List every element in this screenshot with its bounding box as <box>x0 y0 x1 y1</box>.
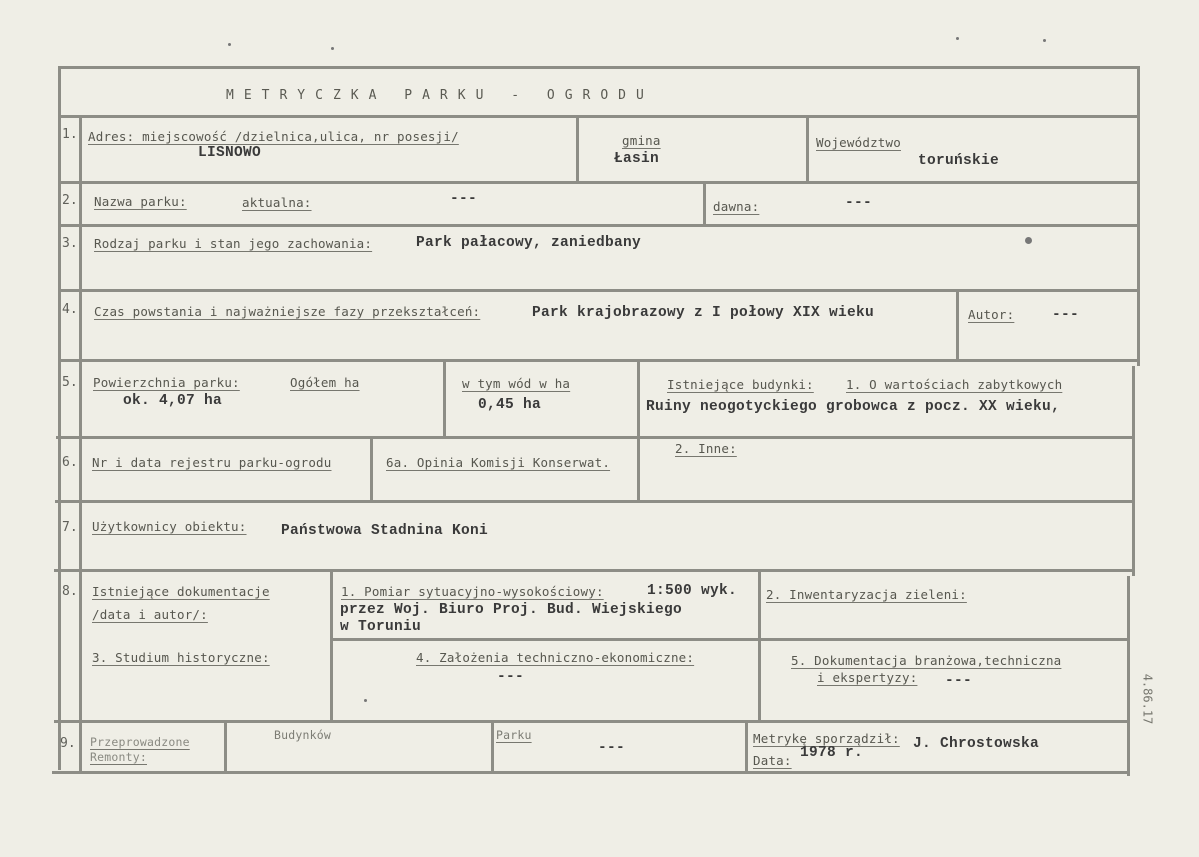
row-1-number: 1. <box>62 127 78 142</box>
row-3-number: 3. <box>62 236 78 251</box>
gmina-value: Łasin <box>614 151 660 167</box>
gmina-label: gmina <box>622 133 661 148</box>
park-renovation-label: Parku <box>496 728 532 742</box>
compiled-by-value: J. Chrostowska <box>913 736 1040 752</box>
ink-speck <box>364 699 367 702</box>
cell-divider <box>637 359 640 500</box>
cell-divider <box>576 115 579 181</box>
ink-speck <box>331 47 334 50</box>
date-label: Data: <box>753 753 792 768</box>
users-value: Państwowa Stadnina Koni <box>281 523 489 539</box>
users-label: Użytkownicy obiektu: <box>92 519 247 534</box>
frame-right-lower <box>1132 366 1135 576</box>
row-8-number: 8. <box>62 584 78 599</box>
documentation-label-2: /data i autor/: <box>92 607 208 622</box>
sector-docs-label-2: i ekspertyzy: <box>817 670 918 685</box>
commission-opinion-label: 6a. Opinia Komisji Konserwat. <box>386 455 611 470</box>
current-name-label: aktualna: <box>242 195 312 210</box>
row-5-number: 5. <box>62 375 78 390</box>
former-name-value: --- <box>845 195 873 211</box>
heritage-buildings-label: 1. O wartościach zabytkowych <box>846 377 1063 392</box>
water-area-label: w tym wód w ha <box>462 376 571 391</box>
frame-top <box>58 66 1140 69</box>
wojewodztwo-label: Województwo <box>816 135 901 150</box>
current-name-value: --- <box>450 191 478 207</box>
survey-label: 1. Pomiar sytuacyjno-wysokościowy: <box>341 584 604 599</box>
frame-bottom <box>52 771 1130 774</box>
renovations-label: Przeprowadzone <box>90 735 190 749</box>
technical-assumptions-value: --- <box>497 669 525 685</box>
row-sep <box>54 569 1132 572</box>
heritage-buildings-value: Ruiny neogotyckiego grobowca z pocz. XX wieku, <box>646 399 1061 415</box>
card-title: METRYCZKA PARKU - OGRODU <box>226 88 654 103</box>
row-sep <box>54 720 1130 723</box>
cell-divider <box>758 569 761 720</box>
documentation-label: Istniejące dokumentacje <box>92 584 270 599</box>
origin-label: Czas powstania i najważniejsze fazy przekształceń: <box>94 304 481 319</box>
cell-divider <box>745 720 748 773</box>
greenery-inventory-label: 2. Inwentaryzacja zieleni: <box>766 587 967 602</box>
survey-value-3: w Toruniu <box>340 619 422 635</box>
row-sep <box>56 436 1134 439</box>
frame-left <box>58 66 61 770</box>
buildings-renovation-label: Budynków <box>274 728 331 742</box>
side-handwritten-note: 4.86.17 <box>1140 673 1155 725</box>
register-label: Nr i data rejestru parku-ogrodu <box>92 455 332 470</box>
cell-divider <box>703 181 706 224</box>
origin-value: Park krajobrazowy z I połowy XIX wieku <box>532 305 875 321</box>
sector-docs-label: 5. Dokumentacja branżowa,techniczna <box>791 653 1062 668</box>
ink-speck <box>1043 39 1046 42</box>
row-sep <box>58 289 1140 292</box>
frame-right-bottom <box>1127 576 1130 776</box>
ink-speck <box>228 43 231 46</box>
cell-divider <box>330 569 333 720</box>
row-sep <box>58 359 1140 362</box>
compiled-by-label: Metrykę sporządził: <box>753 731 900 746</box>
row-6-number: 6. <box>62 455 78 470</box>
cell-divider <box>956 289 959 359</box>
row-9-number: 9. <box>60 736 76 751</box>
technical-assumptions-label: 4. Założenia techniczno-ekonomiczne: <box>416 650 695 665</box>
park-type-label: Rodzaj parku i stan jego zachowania: <box>94 236 373 251</box>
author-value: --- <box>1052 307 1080 323</box>
park-name-label: Nazwa parku: <box>94 194 187 209</box>
total-area-value: ok. 4,07 ha <box>123 393 223 409</box>
address-label: Adres: miejscowość /dzielnica,ulica, nr posesji/ <box>88 129 459 144</box>
park-type-value: Park pałacowy, zaniedbany <box>416 235 642 251</box>
row-7-number: 7. <box>62 520 78 535</box>
row-4-number: 4. <box>62 302 78 317</box>
former-name-label: dawna: <box>713 199 760 214</box>
num-col-divider <box>79 115 82 773</box>
area-label: Powierzchnia parku: <box>93 375 240 390</box>
ink-speck <box>956 37 959 40</box>
other-buildings-label: 2. Inne: <box>675 441 737 456</box>
row-sep <box>55 500 1134 503</box>
sector-docs-value: --- <box>945 673 973 689</box>
cell-divider <box>491 720 494 773</box>
frame-right <box>1137 66 1140 366</box>
water-area-value: 0,45 ha <box>478 397 542 413</box>
cell-divider <box>806 115 809 181</box>
park-renovation-value: --- <box>598 740 626 756</box>
row-sep <box>58 115 1140 118</box>
wojewodztwo-value: toruńskie <box>918 153 1000 169</box>
cell-divider <box>224 720 227 773</box>
row-sep <box>58 224 1140 227</box>
cell-divider <box>370 436 373 500</box>
historical-study-label: 3. Studium historyczne: <box>92 650 270 665</box>
cell-divider <box>443 359 446 436</box>
buildings-label: Istniejące budynki: <box>667 377 814 392</box>
date-value: 1978 r. <box>800 745 864 761</box>
row-sep <box>330 638 1130 641</box>
address-value: LISNOWO <box>198 145 262 161</box>
row-sep <box>58 181 1140 184</box>
author-label: Autor: <box>968 307 1015 322</box>
ink-speck <box>1025 237 1032 244</box>
survey-value: 1:500 wyk. <box>647 583 738 599</box>
renovations-label-2: Remonty: <box>90 750 147 764</box>
total-area-label: Ogółem ha <box>290 375 360 390</box>
survey-value-2: przez Woj. Biuro Proj. Bud. Wiejskiego <box>340 602 683 618</box>
row-2-number: 2. <box>62 193 78 208</box>
